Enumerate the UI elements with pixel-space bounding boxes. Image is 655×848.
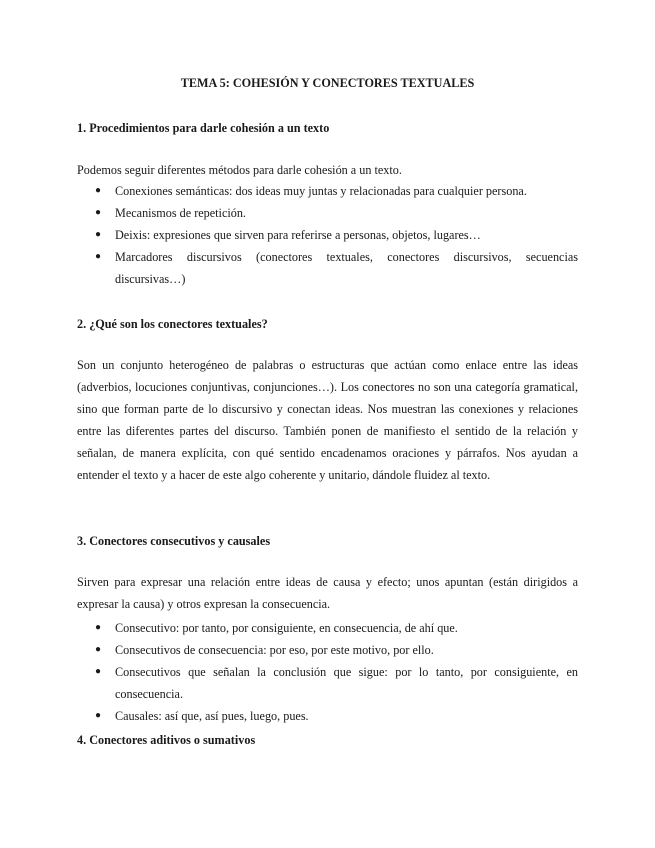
document-title: TEMA 5: COHESIÓN Y CONECTORES TEXTUALES (180, 76, 475, 90)
section-2-paragraph: Son un conjunto heterogéneo de palabras o estructuras que actúan como enlace entre las ideas (adverbios, locuciones conjuntivas, conjunciones…). Los conectores no son una categoría gramatical, sino que forman parte de lo discursivo y conectan ideas. Nos muestran las conexiones y relaciones entre las diferentes partes del discurso. También ponen de manifiesto el sentido de la relación y señalan, de manera explícita, con qué sentido encadenamos oraciones y párrafos. Nos ayudan a entender el texto y a hacer de este algo coherente y unitario, dándole fluidez al texto. (77, 358, 578, 482)
list-item (77, 639, 578, 661)
list-item-text: Conexiones semánticas: dos ideas muy juntas y relacionadas para cualquier persona. (115, 184, 527, 198)
bullet-icon: ● (95, 229, 102, 240)
bullet-icon: ● (95, 644, 102, 655)
list-item (77, 246, 578, 290)
list-item (77, 224, 578, 246)
list-item (77, 202, 578, 224)
list-item-text: Consecutivos que señalan la conclusión que sigue: por lo tanto, por consiguiente, en consecuencia. (115, 665, 578, 701)
section-2-heading: 2. ¿Qué son los conectores textuales? (77, 317, 268, 331)
list-item-text: Marcadores discursivos (conectores textuales, conectores discursivos, secuencias discursivas…) (115, 250, 578, 286)
list-item (77, 617, 578, 639)
list-item-text: Consecutivo: por tanto, por consiguiente, en consecuencia, de ahí que. (115, 621, 458, 635)
list-item-text: Consecutivos de consecuencia: por eso, por este motivo, por ello. (115, 643, 434, 657)
section-1-heading: 1. Procedimientos para darle cohesión a un texto (77, 121, 330, 135)
section-1-list (77, 180, 578, 290)
bullet-icon: ● (95, 622, 102, 633)
section-3-heading: 3. Conectores consecutivos y causales (77, 534, 271, 548)
bullet-icon: ● (95, 251, 102, 262)
list-item-text: Causales: así que, así pues, luego, pues. (115, 709, 309, 723)
bullet-icon: ● (95, 710, 102, 721)
section-3-paragraph: Sirven para expresar una relación entre ideas de causa y efecto; unos apuntan (están dirigidos a expresar la causa) y otros expresan la consecuencia. (77, 575, 578, 611)
bullet-icon: ● (95, 207, 102, 218)
section-4-heading: 4. Conectores aditivos o sumativos (77, 733, 256, 747)
list-item (77, 661, 578, 705)
bullet-icon: ● (95, 185, 102, 196)
list-item-text: Deixis: expresiones que sirven para referirse a personas, objetos, lugares… (115, 228, 481, 242)
section-3-list (77, 617, 578, 727)
section-1-intro: Podemos seguir diferentes métodos para darle cohesión a un texto. (77, 163, 402, 177)
list-item-text: Mecanismos de repetición. (115, 206, 246, 220)
list-item (77, 705, 578, 727)
list-item (77, 180, 578, 202)
bullet-icon: ● (95, 666, 102, 677)
